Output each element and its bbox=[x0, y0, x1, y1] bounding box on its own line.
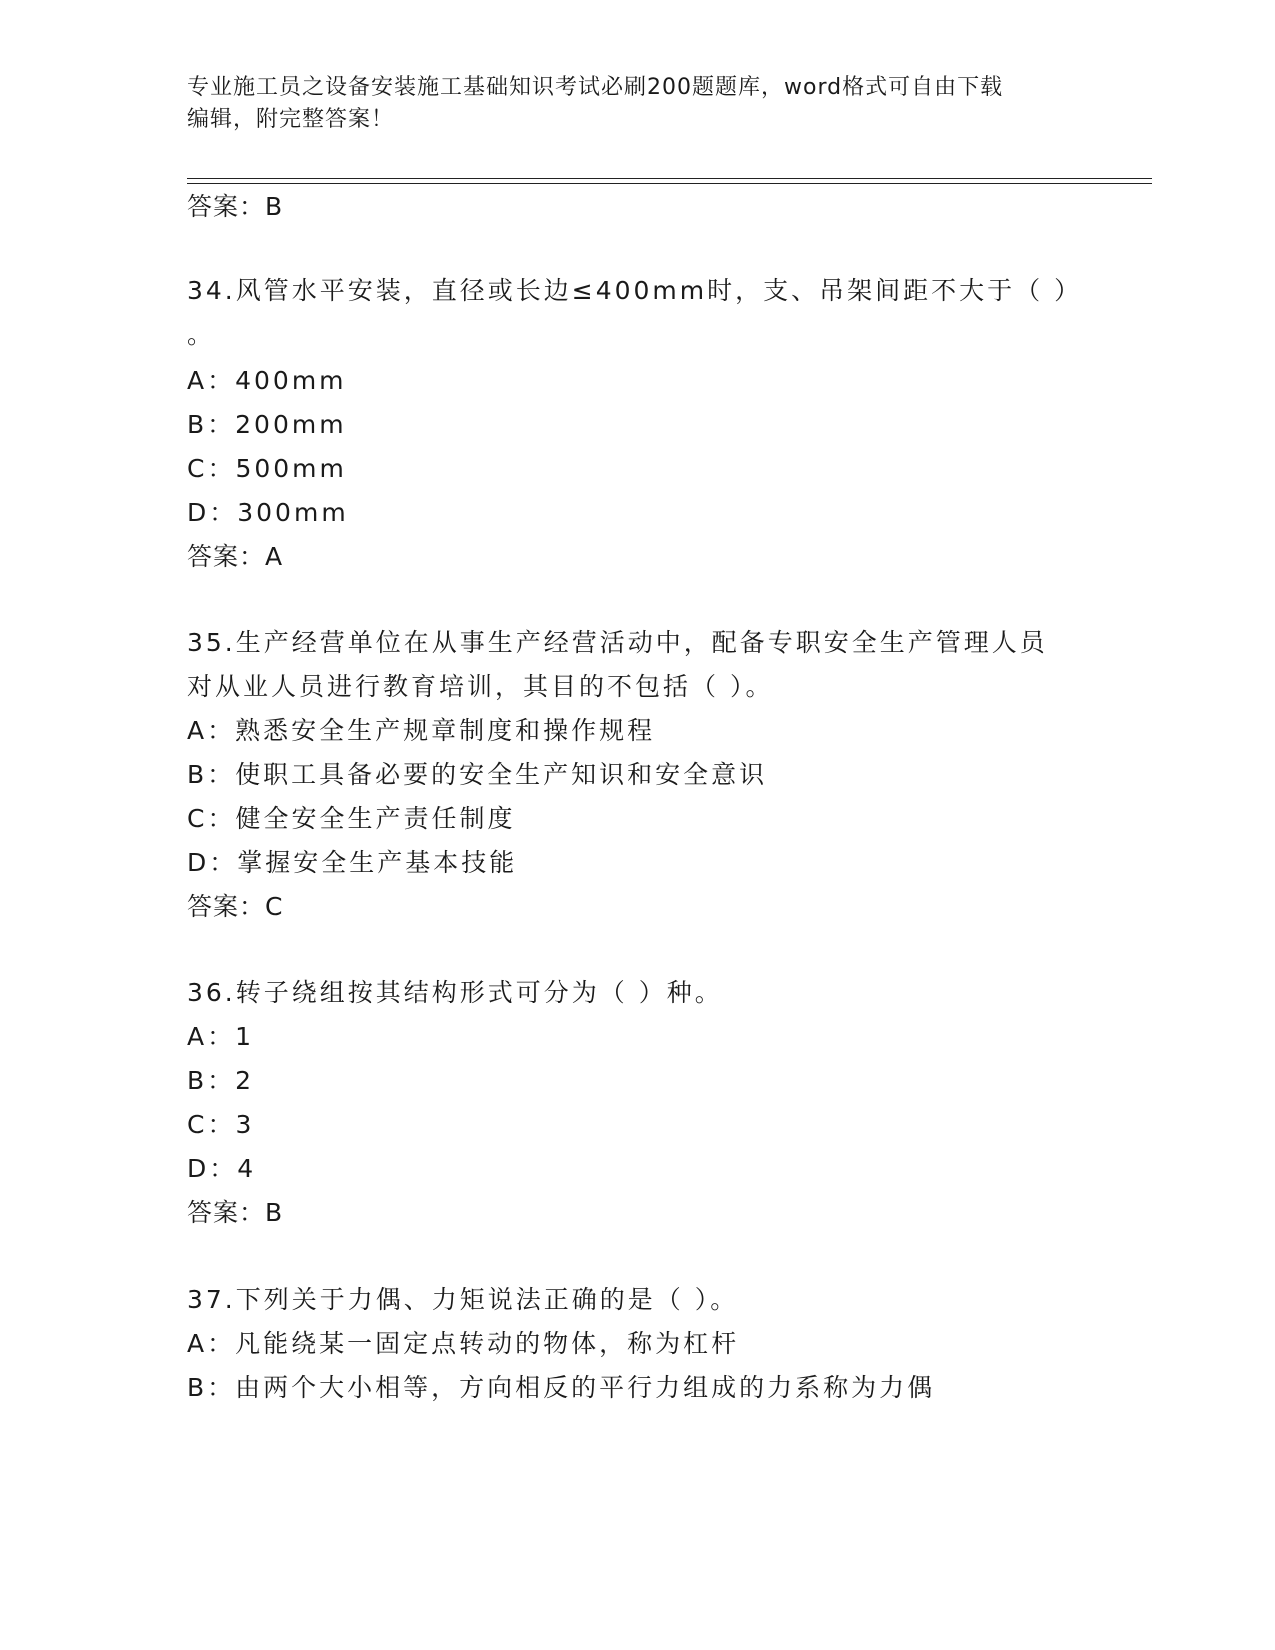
option-a: A：400mm bbox=[187, 366, 347, 395]
option-c: C：健全安全生产责任制度 bbox=[187, 804, 516, 833]
question-stem-line: 35.生产经营单位在从事生产经营活动中，配备专职安全生产管理人员 bbox=[187, 628, 1048, 657]
option-d: D：4 bbox=[187, 1154, 257, 1183]
document-header bbox=[187, 72, 1087, 136]
option-b: B：使职工具备必要的安全生产知识和安全意识 bbox=[187, 760, 768, 789]
question-stem-line: 34.风管水平安装，直径或长边≤400mm时，支、吊架间距不大于（ ） bbox=[187, 276, 1083, 305]
option-a: A：熟悉安全生产规章制度和操作规程 bbox=[187, 716, 656, 745]
option-b: B：200mm bbox=[187, 410, 347, 439]
previous-answer: 答案：B bbox=[187, 192, 284, 221]
answer: 答案：B bbox=[187, 1198, 284, 1227]
option-d: D：掌握安全生产基本技能 bbox=[187, 848, 518, 877]
option-a: A：凡能绕某一固定点转动的物体，称为杠杆 bbox=[187, 1329, 740, 1358]
option-b: B：由两个大小相等，方向相反的平行力组成的力系称为力偶 bbox=[187, 1373, 936, 1402]
header-divider-bottom bbox=[187, 183, 1152, 184]
question-stem-line: 36.转子绕组按其结构形式可分为（ ）种。 bbox=[187, 978, 723, 1007]
option-a: A：1 bbox=[187, 1022, 255, 1051]
option-b: B：2 bbox=[187, 1066, 255, 1095]
option-c: C：500mm bbox=[187, 454, 347, 483]
question-stem-line: 对从业人员进行教育培训，其目的不包括（ ）。 bbox=[187, 672, 774, 701]
option-c: C：3 bbox=[187, 1110, 255, 1139]
answer: 答案：C bbox=[187, 892, 284, 921]
header-line-2: 编辑，附完整答案！ bbox=[187, 107, 395, 132]
answer: 答案：A bbox=[187, 542, 284, 571]
question-stem-line: 。 bbox=[187, 320, 216, 349]
header-line-1: 专业施工员之设备安装施工基础知识考试必刷200题题库，word格式可自由下载 bbox=[187, 75, 1004, 100]
option-d: D：300mm bbox=[187, 498, 349, 527]
header-divider-top bbox=[187, 178, 1152, 179]
question-stem-line: 37.下列关于力偶、力矩说法正确的是（ ）。 bbox=[187, 1285, 739, 1314]
